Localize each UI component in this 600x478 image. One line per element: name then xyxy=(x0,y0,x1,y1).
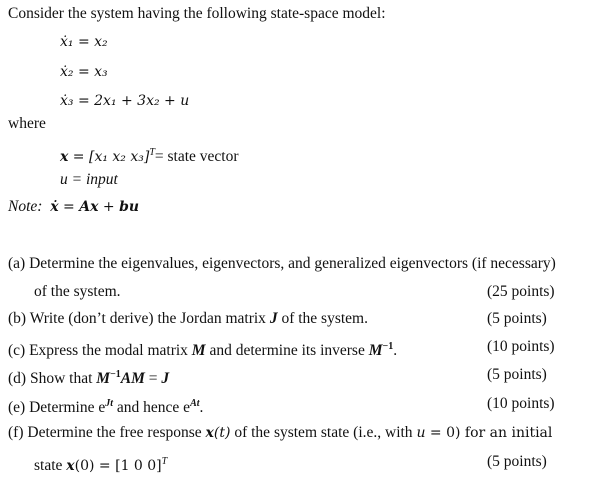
part-e xyxy=(8,394,203,418)
part-f-points: (5 points) xyxy=(487,453,547,470)
intro-text: Consider the system having the following state-space model: xyxy=(8,5,386,22)
part-e-pre: Determine e xyxy=(29,399,106,417)
note-eq: = xyxy=(58,199,80,215)
part-b-points: (5 points) xyxy=(487,310,547,327)
part-b-post: of the system. xyxy=(277,310,368,327)
part-c xyxy=(8,337,397,361)
part-d-label: (d) xyxy=(8,370,27,388)
d-M: M xyxy=(96,370,111,388)
part-e-post: . xyxy=(199,399,204,417)
part-b-pre: Write (don’t derive) the Jordan matrix xyxy=(29,310,270,327)
part-c-post: . xyxy=(393,342,398,360)
note-xdot: ẋ xyxy=(50,199,59,215)
f-eqz: = 0) for an initial xyxy=(425,425,553,441)
u-definition: u = input xyxy=(60,171,118,188)
f-x: x xyxy=(205,425,214,441)
note-plus: + xyxy=(98,199,120,215)
e-At-sup: At xyxy=(190,398,200,409)
part-c-mid: and determine its inverse xyxy=(205,342,369,360)
part-e-label: (e) xyxy=(8,399,26,417)
f-transpose: T xyxy=(161,456,168,467)
part-c-points: (10 points) xyxy=(487,338,555,355)
note-b: b xyxy=(119,199,129,215)
state-vector-definition xyxy=(60,143,239,167)
part-e-points: (10 points) xyxy=(487,395,555,412)
x-symbol: x xyxy=(60,149,69,166)
inverse-sup: −1 xyxy=(382,341,394,352)
d-inverse-sup: −1 xyxy=(110,369,121,380)
note-u: u xyxy=(128,199,140,215)
part-c-pre: Express the modal matrix xyxy=(29,342,192,360)
part-f xyxy=(8,423,552,443)
part-f-label: (f) xyxy=(8,424,24,441)
d-AM: AM xyxy=(120,370,145,388)
d-J: J xyxy=(161,370,170,388)
part-b-label: (b) xyxy=(8,310,27,327)
equation-2: ẋ₂ = x₃ xyxy=(60,64,108,80)
equation-1: ẋ₁ = x₂ xyxy=(60,34,108,50)
part-d-points: (5 points) xyxy=(487,366,547,383)
part-d-pre: Show that xyxy=(29,370,97,388)
part-f-mid: of the system state (i.e., with xyxy=(230,424,417,441)
note-line xyxy=(8,197,139,217)
note-A: A xyxy=(79,199,91,215)
f-arg: (t) xyxy=(213,425,231,441)
part-a-label: (a) xyxy=(8,255,26,272)
transpose-sup: T xyxy=(149,147,155,158)
modal-inverse-symbol: M xyxy=(368,342,383,360)
note-label: Note: xyxy=(8,198,43,215)
part-b xyxy=(8,309,368,329)
f-initial: (0) = [1 0 0] xyxy=(74,458,162,475)
input-definition xyxy=(60,170,118,190)
state-vector-desc: = state vector xyxy=(154,148,239,166)
d-eq: = xyxy=(144,370,162,388)
f-x0: x xyxy=(66,458,75,475)
part-a-text: Determine the eigenvalues, eigenvectors, and generalized eigenvectors (if necessary) xyxy=(29,255,556,272)
part-d xyxy=(8,365,169,389)
part-a-points: (25 points) xyxy=(487,283,555,300)
part-a-cont: of the system. xyxy=(34,283,121,300)
part-e-mid: and hence e xyxy=(113,399,191,417)
part-c-label: (c) xyxy=(8,342,26,360)
f-u: u xyxy=(416,425,426,441)
part-f-pre: Determine the free response xyxy=(27,424,206,441)
note-x: x xyxy=(90,199,99,215)
part-a xyxy=(8,254,556,274)
x-vector: = [x₁ x₂ x₃] xyxy=(68,149,150,166)
where-label: where xyxy=(8,115,46,132)
part-f-cont xyxy=(34,452,167,476)
jordan-symbol: J xyxy=(269,310,278,327)
modal-symbol: M xyxy=(191,342,206,360)
part-f-cont-pre: state xyxy=(34,457,67,475)
equation-3: ẋ₃ = 2x₁ + 3x₂ + u xyxy=(60,93,190,109)
e-Jt-sup: Jt xyxy=(105,398,114,409)
